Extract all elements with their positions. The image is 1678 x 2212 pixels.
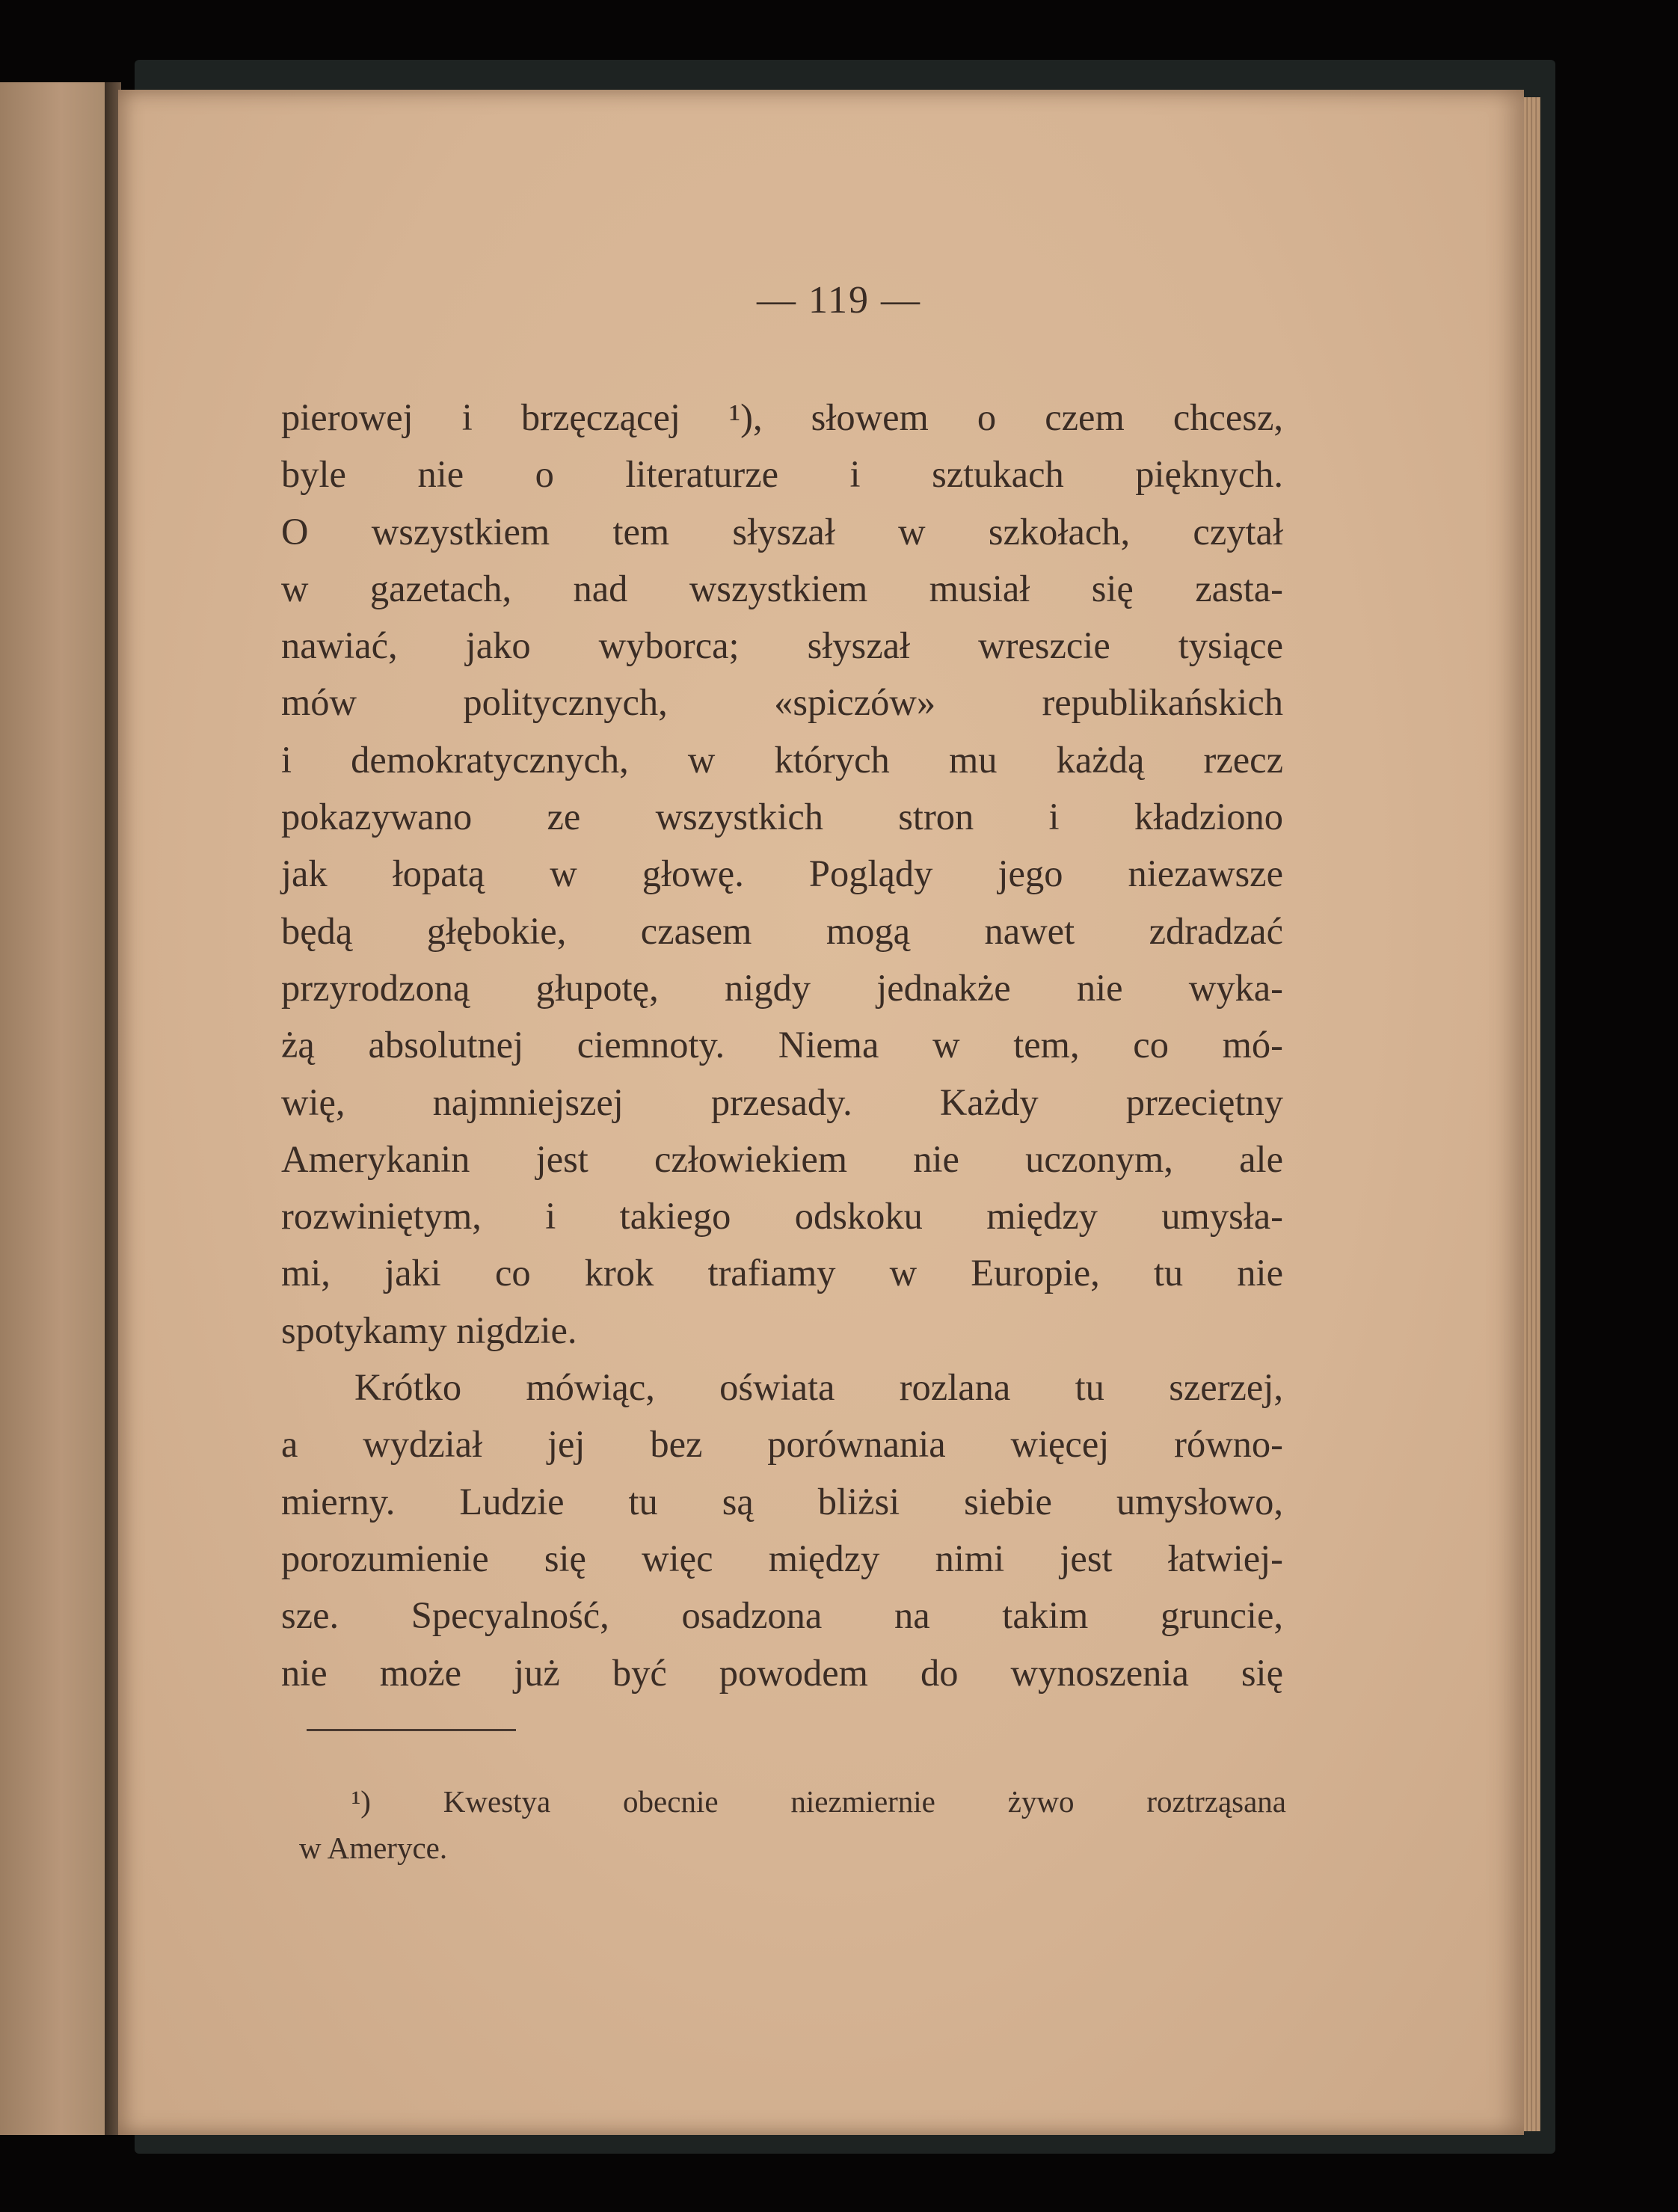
- text-line: sze. Specyalność, osadzona na takim gruncie,: [281, 1594, 1283, 1637]
- page-number: — 119 —: [756, 279, 922, 322]
- text-line: mi, jaki co krok trafiamy w Europie, tu nie: [281, 1252, 1283, 1294]
- text-line: Krótko mówiąc, oświata rozlana tu szerzej,: [354, 1366, 1283, 1409]
- text-line: żą absolutnej ciemnoty. Niema w tem, co mó-: [281, 1024, 1283, 1066]
- text-line: nie może już być powodem do wynoszenia się: [281, 1651, 1283, 1694]
- text-line: a wydział jej bez porównania więcej równo-: [281, 1423, 1283, 1466]
- text-line: O wszystkiem tem słyszał w szkołach, czytał: [281, 510, 1283, 553]
- text-line: spotykamy nigdzie.: [281, 1309, 577, 1351]
- text-line: nawiać, jako wyborca; słyszał wreszcie tysiące: [281, 624, 1283, 667]
- text-line: rozwiniętym, i takiego odskoku między umysła-: [281, 1195, 1283, 1238]
- text-line: mów politycznych, «spiczów» republikańskich: [281, 681, 1283, 724]
- previous-page-edge: [0, 82, 111, 2135]
- text-line: jak łopatą w głowę. Poglądy jego niezawsze: [281, 852, 1283, 895]
- text-line: i demokratycznych, w których mu każdą rzecz: [281, 738, 1283, 781]
- footnote-rule: [307, 1729, 516, 1731]
- text-line: pokazywano ze wszystkich stron i kładziono: [281, 796, 1283, 838]
- text-line: w gazetach, nad wszystkiem musiał się zasta-: [281, 567, 1283, 609]
- text-line: będą głębokie, czasem mogą nawet zdradzać: [281, 909, 1283, 952]
- text-line: wię, najmniejszej przesady. Każdy przeciętny: [281, 1081, 1283, 1123]
- text-line: pierowej i brzęczącej ¹), słowem o czem chcesz,: [281, 396, 1283, 438]
- page-stack-edges: [1524, 97, 1540, 2131]
- footnote: [299, 1778, 1286, 1871]
- body-text: [281, 389, 1283, 1701]
- footnote-line: w Ameryce.: [299, 1831, 448, 1865]
- text-line: mierny. Ludzie tu są bliżsi siebie umysłowo,: [281, 1480, 1283, 1523]
- text-line: porozumienie się więc między nimi jest łatwiej-: [281, 1537, 1283, 1579]
- text-line: byle nie o literaturze i sztukach pięknych.: [281, 453, 1283, 496]
- text-line: Amerykanin jest człowiekiem nie uczonym, ale: [281, 1137, 1283, 1180]
- text-line: przyrodzoną głupotę, nigdy jednakże nie wyka-: [281, 966, 1283, 1009]
- footnote-line: ¹) Kwestya obecnie niezmiernie żywo roztrząsana: [351, 1784, 1286, 1819]
